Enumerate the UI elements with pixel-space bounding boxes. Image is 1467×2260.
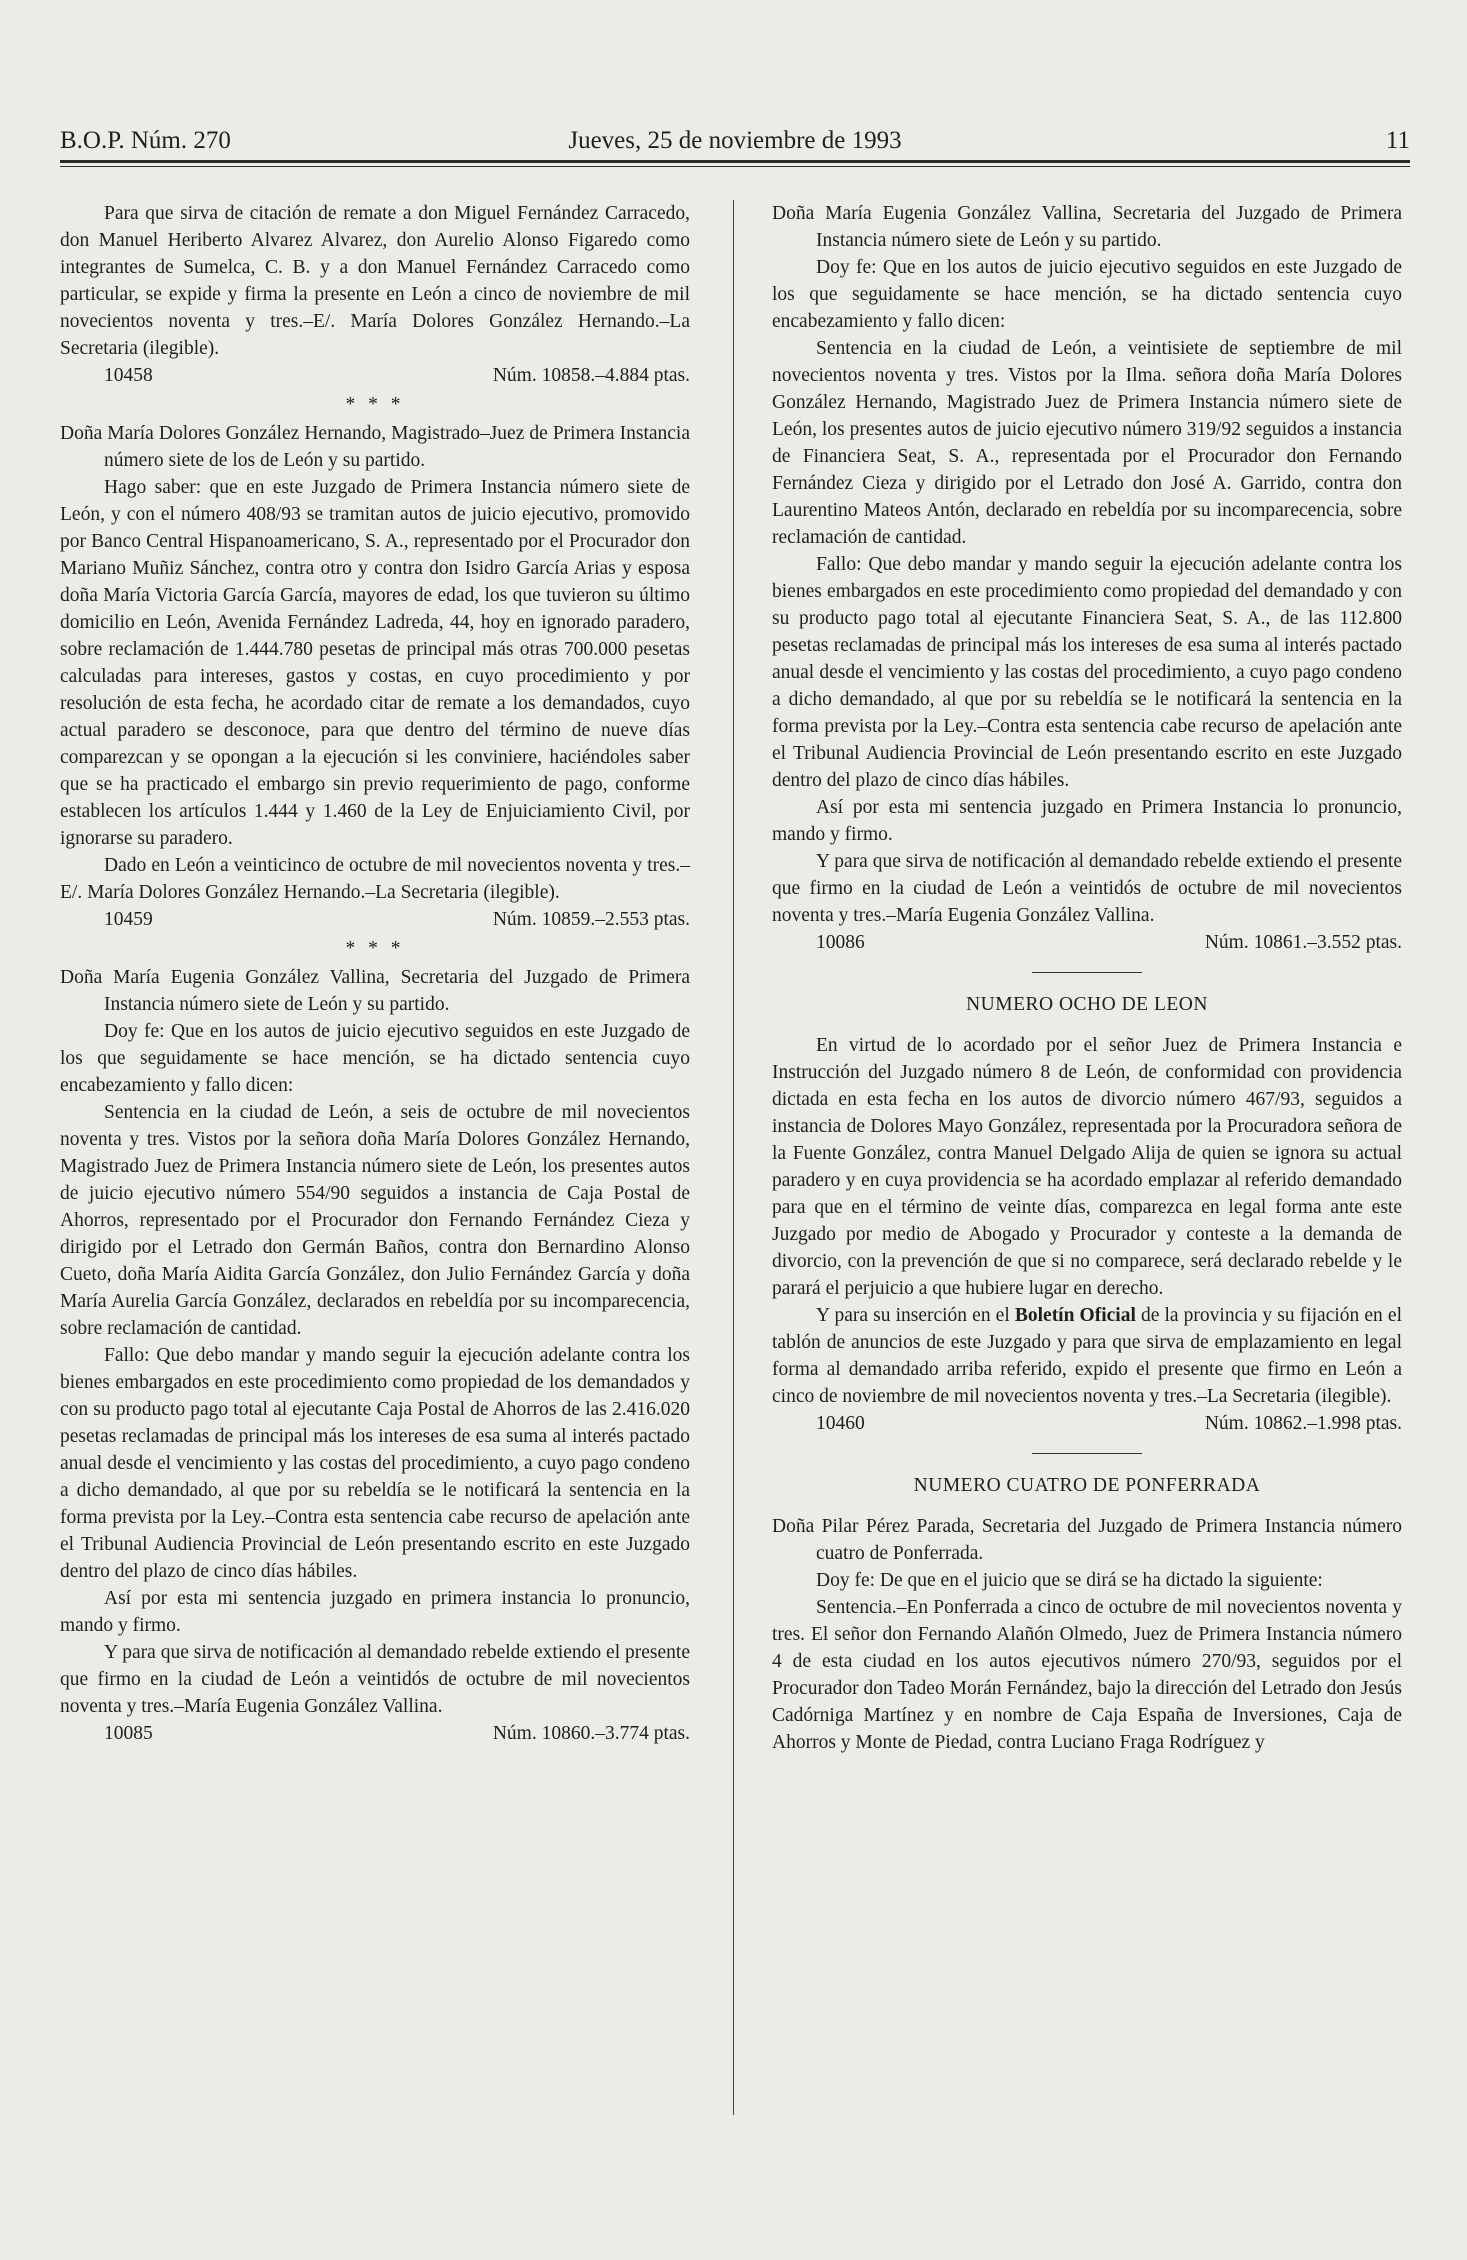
ad-number-price: Núm. 10858.–4.884 ptas. [492,365,690,386]
paragraph: Dado en León a veinticinco de octubre de mil novecientos noventa y tres.–E/. María Dolores González Hernando.–La Secretaria (ilegible). [60,855,690,903]
reference-code: 10460 [816,1413,865,1434]
entry-title: Doña María Eugenia González Vallina, Secretaria del Juzgado de Primera Instancia número siete de León y su partido. [60,967,690,1015]
paragraph: En virtud de lo acordado por el señor Juez de Primera Instancia e Instrucción del Juzgado número 8 de León, de conformidad con providencia dictada en esta fecha en los autos de divorcio número 467/93, seguidos a instancia de Dolores Mayo González, representada por la Procuradora señora de la Fuente González, contra Manuel Delgado Alija de quien se ignora su actual paradero y en cuya providencia se ha acordado emplazar al referido demandado para que en el término de veinte días, comparezca en legal forma ante este Juzgado por medio de Abogado y Procurador y conteste a la demanda de divorcio, con la prevención de que si no comparece, será declarado rebelde y le parará el perjuicio a que hubiere lugar en derecho. [772,1035,1402,1299]
paragraph: Sentencia en la ciudad de León, a seis de octubre de mil novecientos noventa y tres. Vistos por la señora doña María Dolores González Hernando, Magistrado Juez de Primera Instancia número siete de León, los presentes autos de juicio ejecutivo número 554/90 seguidos a instancia de Caja Postal de Ahorros, representado por el Procurador don Fernando Fernández Cieza y dirigido por el Letrado don Germán Baños, contra don Bernardino Alonso Cueto, doña María Aidita García González, don Julio Fernández García y doña María Aurelia García González, declarados en rebeldía por su incomparecencia, sobre reclamación de cantidad. [60,1102,690,1339]
column-divider [733,200,734,2115]
bulletin-number: B.O.P. Núm. 270 [60,127,231,154]
text-run: de la provincia y su fijación en el tablón de anuncios de este Juzgado y para que sirva de emplazamiento en legal forma al demandado arriba referido, expido el presente que firmo en León a cinco de noviembre de mil novecientos noventa y tres.–La Secretaria (ilegible). [772,1305,1402,1407]
entry-title: Doña Pilar Pérez Parada, Secretaria del Juzgado de Primera Instancia número cuatro de Ponferrada. [772,1516,1402,1564]
paragraph: Y para que sirva de notificación al demandado rebelde extiendo el presente que firmo en la ciudad de León a veintidós de octubre de mil novecientos noventa y tres.–María Eugenia González Vallina. [772,851,1402,926]
paragraph: Sentencia.–En Ponferrada a cinco de octubre de mil novecientos noventa y tres. El señor don Fernando Alañón Olmedo, Juez de Primera Instancia número 4 de esta ciudad en los autos ejecutivos número 270/93, seguidos por el Procurador don Tadeo Morán Fernández, bajo la dirección del Letrado don Jesús Cadórniga Martínez y en nombre de Caja España de Inversiones, Caja de Ahorros y Monte de Piedad, contra Luciano Fraga Rodríguez y [772,1597,1402,1753]
paragraph [772,1302,1402,1410]
issue-date: Jueves, 25 de noviembre de 1993 [568,127,902,154]
ad-number-price: Núm. 10862.–1.998 ptas. [1204,1413,1402,1434]
reference-code: 10458 [104,365,153,386]
section-heading: NUMERO CUATRO DE PONFERRADA [913,1475,1261,1496]
reference-code: 10086 [816,932,865,953]
section-heading: NUMERO OCHO DE LEON [966,994,1208,1015]
reference-line [60,1720,690,1747]
entry-title: Doña María Eugenia González Vallina, Secretaria del Juzgado de Primera Instancia número siete de León y su partido. [772,203,1402,251]
paragraph: Hago saber: que en este Juzgado de Primera Instancia número siete de León, y con el número 408/93 se tramitan autos de juicio ejecutivo, promovido por Banco Central Hispanoamericano, S. A., representado por el Procurador don Mariano Muñiz Sánchez, contra otro y contra don Isidro García Arias y esposa doña María Victoria García García, mayores de edad, los que tuvieron su último domicilio en León, Avenida Fernández Ladreda, 44, hoy en ignorado paradero, sobre reclamación de 1.444.780 pesetas de principal más otras 700.000 pesetas calculadas para intereses, gastos y costas, en cuyo procedimiento y por resolución de esta fecha, he acordado citar de remate a los demandados, cuyo actual paradero se desconoce, para que dentro del término de nueve días comparezcan y se opongan a la ejecución si les conviniere, haciéndoles saber que se ha practicado el embargo sin previo requerimiento de pago, conforme establecen los artículos 1.444 y 1.460 de la Ley de Enjuiciamiento Civil, por ignorarse su paradero. [60,477,690,849]
paragraph: Fallo: Que debo mandar y mando seguir la ejecución adelante contra los bienes embargados en este procedimiento como propiedad de los demandados y con su producto pago total al ejecutante Caja Postal de Ahorros de las 2.416.020 pesetas reclamadas de principal más los intereses de esa suma al interés pactado anual desde el vencimiento y las costas del procedimiento, a cuyo pago condeno a dicho demandado, al que por su rebeldía se le notificará la sentencia en la forma prevista por la Ley.–Contra esta sentencia cabe recurso de apelación ante el Tribunal Audiencia Provincial de León presentando escrito en este Juzgado dentro del plazo de cinco días hábiles. [60,1345,690,1582]
header-rule-thin [60,166,1410,167]
ad-number-price: Núm. 10860.–3.774 ptas. [492,1723,690,1744]
paragraph: Y para que sirva de notificación al demandado rebelde extiendo el presente que firmo en la ciudad de León a veintidós de octubre de mil novecientos noventa y tres.–María Eugenia González Vallina. [60,1642,690,1717]
paragraph: Así por esta mi sentencia juzgado en Primera Instancia lo pronuncio, mando y firmo. [772,797,1402,845]
separator-stars: * * * [345,394,405,415]
page-number: 11 [1385,127,1410,154]
reference-line [772,1410,1402,1437]
paragraph: Doy fe: Que en los autos de juicio ejecutivo seguidos en este Juzgado de los que seguidamente se hace mención, se ha dictado sentencia cuyo encabezamiento y fallo dicen: [772,257,1402,332]
reference-line [60,362,690,389]
paragraph: Doy fe: Que en los autos de juicio ejecutivo seguidos en este Juzgado de los que seguidamente se hace mención, se ha dictado sentencia cuyo encabezamiento y fallo dicen: [60,1021,690,1096]
paragraph: Para que sirva de citación de remate a don Miguel Fernández Carracedo, don Manuel Heriberto Alvarez Alvarez, don Aurelio Alonso Figaredo como integrantes de Sumelca, C. B. y a don Manuel Fernández Carracedo como particular, se expide y firma la presente en León a cinco de noviembre de mil novecientos noventa y tres.–E/. María Dolores González Hernando.–La Secretaria (ilegible). [60,203,690,359]
section-rule [1032,972,1142,973]
ad-number-price: Núm. 10861.–3.552 ptas. [1204,932,1402,953]
header-rule-thick [60,160,1410,163]
left-column [60,200,690,1747]
entry-title: Doña María Dolores González Hernando, Magistrado–Juez de Primera Instancia número siete de los de León y su partido. [60,423,690,471]
reference-line [60,906,690,933]
right-column [772,200,1402,1756]
text-run: Y para su inserción en el [816,1305,1015,1326]
reference-code: 10085 [104,1723,153,1744]
paragraph: Sentencia en la ciudad de León, a veintisiete de septiembre de mil novecientos noventa y tres. Vistos por la Ilma. señora doña María Dolores González Hernando, Magistrado Juez de Primera Instancia número siete de León, los presentes autos de juicio ejecutivo número 319/92 seguidos a instancia de Financiera Seat, S. A., representada por el Procurador don Fernando Fernández Cieza y dirigido por el Letrado don José A. Garrido, contra don Laurentino Mateos Antón, declarado en rebeldía por su incomparecencia, sobre reclamación de cantidad. [772,338,1402,548]
reference-line [772,929,1402,956]
paragraph: Doy fe: De que en el juicio que se dirá se ha dictado la siguiente: [816,1570,1323,1591]
separator-stars: * * * [345,938,405,959]
page-header [60,124,1410,164]
section-rule [1032,1453,1142,1454]
boletin-oficial-bold: Boletín Oficial [1014,1305,1136,1326]
ad-number-price: Núm. 10859.–2.553 ptas. [492,909,690,930]
paragraph: Así por esta mi sentencia juzgado en primera instancia lo pronuncio, mando y firmo. [60,1588,690,1636]
paragraph: Fallo: Que debo mandar y mando seguir la ejecución adelante contra los bienes embargados en este procedimiento como propiedad del demandado y con su producto pago total al ejecutante Financiera Seat, S. A., de las 112.800 pesetas reclamadas de principal más los intereses de esa suma al interés pactado anual desde el vencimiento y las costas del procedimiento, a cuyo pago condeno a dicho demandado, al que por su rebeldía se le notificará la sentencia en la forma prevista por la Ley.–Contra esta sentencia cabe recurso de apelación ante el Tribunal Audiencia Provincial de León presentando escrito en este Juzgado dentro del plazo de cinco días hábiles. [772,554,1402,791]
reference-code: 10459 [104,909,153,930]
